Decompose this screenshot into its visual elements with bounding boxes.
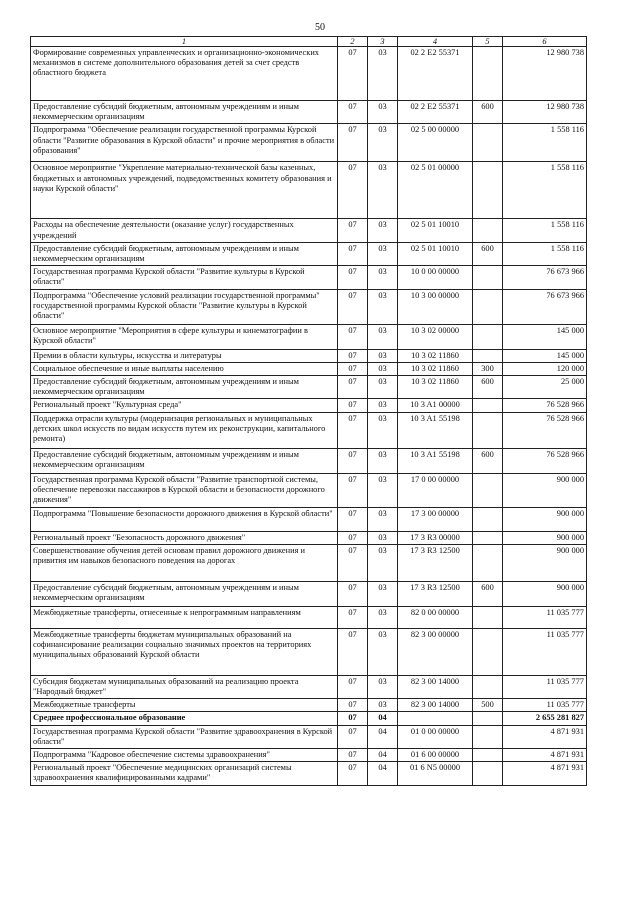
table-row	[31, 362, 587, 375]
row-name-cell: Межбюджетные трансферты, отнесенные к непрограммным направлениям	[31, 606, 338, 628]
row-expense-type-cell	[473, 544, 503, 581]
row-expense-type-cell	[473, 162, 503, 219]
row-target-article-cell: 10 0 00 00000	[398, 266, 473, 289]
row-section-cell: 07	[338, 606, 368, 628]
row-expense-type-cell: 500	[473, 699, 503, 712]
row-expense-type-cell	[473, 412, 503, 448]
row-amount-cell: 900 000	[503, 581, 587, 606]
row-name-cell: Подпрограмма "Кадровое обеспечение системы здравоохранения"	[31, 749, 338, 762]
row-name-cell: Региональный проект "Безопасность дорожного движения"	[31, 531, 338, 544]
row-amount-cell: 4 871 931	[503, 749, 587, 762]
row-section-cell: 07	[338, 628, 368, 675]
row-section-cell: 07	[338, 266, 368, 289]
header-col-6: 6	[503, 37, 587, 47]
row-target-article-cell: 17 3 R3 00000	[398, 531, 473, 544]
budget-table	[30, 36, 587, 786]
row-subsection-cell: 03	[368, 412, 398, 448]
row-name-cell: Межбюджетные трансферты	[31, 699, 338, 712]
row-name-cell: Предоставление субсидий бюджетным, автономным учреждениям и иным некоммерческим организациям	[31, 376, 338, 399]
table-row	[31, 531, 587, 544]
row-target-article-cell: 02 5 01 10010	[398, 242, 473, 265]
row-subsection-cell: 03	[368, 266, 398, 289]
row-section-cell: 07	[338, 101, 368, 124]
row-expense-type-cell	[473, 675, 503, 698]
row-amount-cell: 900 000	[503, 531, 587, 544]
table-row	[31, 507, 587, 531]
row-amount-cell: 1 558 116	[503, 219, 587, 242]
row-section-cell: 07	[338, 749, 368, 762]
row-expense-type-cell: 600	[473, 242, 503, 265]
row-section-cell: 07	[338, 581, 368, 606]
row-name-cell: Подпрограмма "Обеспечение условий реализации государственной программы" государственной программы Курской области "Развитие культуры в Курской области"	[31, 289, 338, 324]
row-expense-type-cell	[473, 507, 503, 531]
row-target-article-cell: 01 6 00 00000	[398, 749, 473, 762]
row-name-cell: Основное мероприятие "Мероприятия в сфере культуры и кинематографии в Курской области"	[31, 324, 338, 349]
row-expense-type-cell	[473, 289, 503, 324]
row-name-cell: Межбюджетные трансферты бюджетам муниципальных образований на софинансирование реализации социально значимых проектов на территориях муниципальных образований Курской области	[31, 628, 338, 675]
table-row	[31, 749, 587, 762]
table-row	[31, 712, 587, 725]
row-target-article-cell: 82 3 00 14000	[398, 675, 473, 698]
row-section-cell: 07	[338, 762, 368, 786]
row-subsection-cell: 03	[368, 289, 398, 324]
row-expense-type-cell	[473, 266, 503, 289]
row-name-cell: Государственная программа Курской области "Развитие здравоохранения в Курской области"	[31, 725, 338, 748]
row-name-cell: Социальное обеспечение и иные выплаты населению	[31, 362, 338, 375]
table-row	[31, 124, 587, 162]
row-amount-cell: 1 558 116	[503, 162, 587, 219]
row-subsection-cell: 03	[368, 242, 398, 265]
row-expense-type-cell	[473, 219, 503, 242]
row-section-cell: 07	[338, 242, 368, 265]
row-section-cell: 07	[338, 324, 368, 349]
row-name-cell: Премии в области культуры, искусства и литературы	[31, 349, 338, 362]
row-expense-type-cell	[473, 124, 503, 162]
row-name-cell: Государственная программа Курской области "Развитие транспортной системы, обеспечение перевозки пассажиров в Курской области и безопасности дорожного движения"	[31, 473, 338, 507]
row-subsection-cell: 03	[368, 699, 398, 712]
row-target-article-cell: 02 5 00 00000	[398, 124, 473, 162]
table-row	[31, 376, 587, 399]
row-name-cell: Предоставление субсидий бюджетным, автономным учреждениям и иным некоммерческим организациям	[31, 101, 338, 124]
row-subsection-cell: 03	[368, 507, 398, 531]
row-target-article-cell: 82 3 00 00000	[398, 628, 473, 675]
row-subsection-cell: 04	[368, 749, 398, 762]
row-name-cell: Подпрограмма "Обеспечение реализации государственной программы Курской области "Развитие образования в Курской области" и прочие мероприятия в области образования"	[31, 124, 338, 162]
header-col-5: 5	[473, 37, 503, 47]
table-row	[31, 473, 587, 507]
row-section-cell: 07	[338, 47, 368, 101]
row-section-cell: 07	[338, 473, 368, 507]
row-target-article-cell: 17 3 00 00000	[398, 507, 473, 531]
row-target-article-cell: 10 3 02 11860	[398, 362, 473, 375]
row-target-article-cell: 82 3 00 14000	[398, 699, 473, 712]
row-subsection-cell: 03	[368, 448, 398, 473]
row-target-article-cell: 17 3 R3 12500	[398, 581, 473, 606]
row-expense-type-cell	[473, 349, 503, 362]
row-section-cell: 07	[338, 124, 368, 162]
table-row	[31, 349, 587, 362]
row-name-cell: Предоставление субсидий бюджетным, автономным учреждениям и иным некоммерческим организациям	[31, 448, 338, 473]
table-row	[31, 162, 587, 219]
row-target-article-cell: 17 3 R3 12500	[398, 544, 473, 581]
row-expense-type-cell	[473, 712, 503, 725]
row-target-article-cell: 01 6 N5 00000	[398, 762, 473, 786]
row-amount-cell: 900 000	[503, 473, 587, 507]
table-row	[31, 628, 587, 675]
row-target-article-cell: 10 3 02 00000	[398, 324, 473, 349]
table-row	[31, 699, 587, 712]
table-row	[31, 266, 587, 289]
row-subsection-cell: 03	[368, 473, 398, 507]
row-expense-type-cell: 600	[473, 448, 503, 473]
table-row	[31, 448, 587, 473]
row-amount-cell: 900 000	[503, 507, 587, 531]
row-expense-type-cell	[473, 531, 503, 544]
row-subsection-cell: 03	[368, 324, 398, 349]
row-amount-cell: 145 000	[503, 349, 587, 362]
row-expense-type-cell	[473, 725, 503, 748]
row-subsection-cell: 03	[368, 399, 398, 412]
row-target-article-cell: 10 3 02 11860	[398, 376, 473, 399]
header-col-2: 2	[338, 37, 368, 47]
row-target-article-cell: 02 5 01 00000	[398, 162, 473, 219]
row-amount-cell: 1 558 116	[503, 124, 587, 162]
row-amount-cell: 12 980 738	[503, 101, 587, 124]
row-section-cell: 07	[338, 544, 368, 581]
row-target-article-cell: 02 5 01 10010	[398, 219, 473, 242]
row-expense-type-cell	[473, 628, 503, 675]
table-row	[31, 412, 587, 448]
row-target-article-cell: 10 3 02 11860	[398, 349, 473, 362]
row-subsection-cell: 03	[368, 544, 398, 581]
header-col-3: 3	[368, 37, 398, 47]
page-number: 50	[315, 22, 325, 33]
row-amount-cell: 1 558 116	[503, 242, 587, 265]
row-amount-cell: 76 528 966	[503, 399, 587, 412]
row-section-cell: 07	[338, 712, 368, 725]
table-row	[31, 762, 587, 786]
row-section-cell: 07	[338, 507, 368, 531]
row-name-cell: Региональный проект "Культурная среда"	[31, 399, 338, 412]
row-section-cell: 07	[338, 219, 368, 242]
row-amount-cell: 11 035 777	[503, 606, 587, 628]
row-name-cell: Предоставление субсидий бюджетным, автономным учреждениям и иным некоммерческим организациям	[31, 581, 338, 606]
row-amount-cell: 76 528 966	[503, 448, 587, 473]
table-header-row	[31, 37, 587, 47]
row-amount-cell: 11 035 777	[503, 675, 587, 698]
row-subsection-cell: 03	[368, 349, 398, 362]
row-section-cell: 07	[338, 448, 368, 473]
row-section-cell: 07	[338, 412, 368, 448]
row-name-cell: Поддержка отрасли культуры (модернизация региональных и муниципальных детских школ искусств по видам искусств путем их реконструкции, капитального ремонта)	[31, 412, 338, 448]
row-expense-type-cell	[473, 762, 503, 786]
row-expense-type-cell: 600	[473, 581, 503, 606]
row-expense-type-cell: 600	[473, 101, 503, 124]
row-target-article-cell: 17 0 00 00000	[398, 473, 473, 507]
row-target-article-cell	[398, 712, 473, 725]
row-section-cell: 07	[338, 289, 368, 324]
row-expense-type-cell	[473, 47, 503, 101]
row-name-cell: Государственная программа Курской области "Развитие культуры в Курской области"	[31, 266, 338, 289]
row-name-cell: Совершенствование обучения детей основам правил дорожного движения и привития им навыков безопасного поведения на дорогах	[31, 544, 338, 581]
row-expense-type-cell: 300	[473, 362, 503, 375]
row-section-cell: 07	[338, 675, 368, 698]
table-row	[31, 581, 587, 606]
row-target-article-cell: 02 2 E2 55371	[398, 47, 473, 101]
row-section-cell: 07	[338, 725, 368, 748]
row-subsection-cell: 03	[368, 606, 398, 628]
row-amount-cell: 76 528 966	[503, 412, 587, 448]
row-expense-type-cell: 600	[473, 376, 503, 399]
row-amount-cell: 145 000	[503, 324, 587, 349]
row-name-cell: Среднее профессиональное образование	[31, 712, 338, 725]
row-target-article-cell: 01 0 00 00000	[398, 725, 473, 748]
header-col-4: 4	[398, 37, 473, 47]
row-subsection-cell: 03	[368, 101, 398, 124]
row-expense-type-cell	[473, 606, 503, 628]
table-row	[31, 544, 587, 581]
row-subsection-cell: 03	[368, 124, 398, 162]
row-target-article-cell: 02 2 E2 55371	[398, 101, 473, 124]
table-row	[31, 324, 587, 349]
table-row	[31, 606, 587, 628]
row-section-cell: 07	[338, 399, 368, 412]
row-subsection-cell: 03	[368, 47, 398, 101]
row-name-cell: Субсидия бюджетам муниципальных образований на реализацию проекта "Народный бюджет"	[31, 675, 338, 698]
row-subsection-cell: 03	[368, 675, 398, 698]
row-section-cell: 07	[338, 362, 368, 375]
row-section-cell: 07	[338, 349, 368, 362]
row-amount-cell: 25 000	[503, 376, 587, 399]
row-expense-type-cell	[473, 399, 503, 412]
row-subsection-cell: 03	[368, 162, 398, 219]
row-expense-type-cell	[473, 749, 503, 762]
table-row	[31, 289, 587, 324]
row-section-cell: 07	[338, 162, 368, 219]
table-row	[31, 242, 587, 265]
row-subsection-cell: 03	[368, 376, 398, 399]
table-row	[31, 101, 587, 124]
row-subsection-cell: 04	[368, 762, 398, 786]
table-row	[31, 219, 587, 242]
row-amount-cell: 900 000	[503, 544, 587, 581]
row-amount-cell: 2 655 281 827	[503, 712, 587, 725]
row-amount-cell: 120 000	[503, 362, 587, 375]
row-name-cell: Основное мероприятие "Укрепление материально-технической базы казенных, бюджетных и автономных учреждений, подведомственных комитету образования и науки Курской области"	[31, 162, 338, 219]
row-name-cell: Региональный проект "Обеспечение медицинских организаций системы здравоохранения квалифицированными кадрами"	[31, 762, 338, 786]
row-expense-type-cell	[473, 324, 503, 349]
table-row	[31, 399, 587, 412]
row-target-article-cell: 10 3 A1 55198	[398, 448, 473, 473]
row-expense-type-cell	[473, 473, 503, 507]
row-subsection-cell: 03	[368, 219, 398, 242]
header-col-1: 1	[31, 37, 338, 47]
table-row	[31, 47, 587, 101]
row-amount-cell: 4 871 931	[503, 725, 587, 748]
row-subsection-cell: 03	[368, 362, 398, 375]
row-subsection-cell: 03	[368, 628, 398, 675]
row-section-cell: 07	[338, 531, 368, 544]
table-row	[31, 725, 587, 748]
row-target-article-cell: 10 3 A1 00000	[398, 399, 473, 412]
row-amount-cell: 76 673 966	[503, 289, 587, 324]
row-subsection-cell: 04	[368, 725, 398, 748]
row-target-article-cell: 10 3 00 00000	[398, 289, 473, 324]
row-name-cell: Расходы на обеспечение деятельности (оказание услуг) государственных учреждений	[31, 219, 338, 242]
row-amount-cell: 11 035 777	[503, 628, 587, 675]
row-target-article-cell: 82 0 00 00000	[398, 606, 473, 628]
row-subsection-cell: 04	[368, 712, 398, 725]
row-target-article-cell: 10 3 A1 55198	[398, 412, 473, 448]
row-name-cell: Формирование современных управленческих и организационно-экономических механизмов в системе дополнительного образования детей за счет средств областного бюджета	[31, 47, 338, 101]
row-subsection-cell: 03	[368, 531, 398, 544]
table-row	[31, 675, 587, 698]
row-amount-cell: 11 035 777	[503, 699, 587, 712]
row-section-cell: 07	[338, 376, 368, 399]
row-name-cell: Предоставление субсидий бюджетным, автономным учреждениям и иным некоммерческим организациям	[31, 242, 338, 265]
row-section-cell: 07	[338, 699, 368, 712]
row-amount-cell: 4 871 931	[503, 762, 587, 786]
row-name-cell: Подпрограмма "Повышение безопасности дорожного движения в Курской области"	[31, 507, 338, 531]
row-amount-cell: 76 673 966	[503, 266, 587, 289]
row-amount-cell: 12 980 738	[503, 47, 587, 101]
row-subsection-cell: 03	[368, 581, 398, 606]
